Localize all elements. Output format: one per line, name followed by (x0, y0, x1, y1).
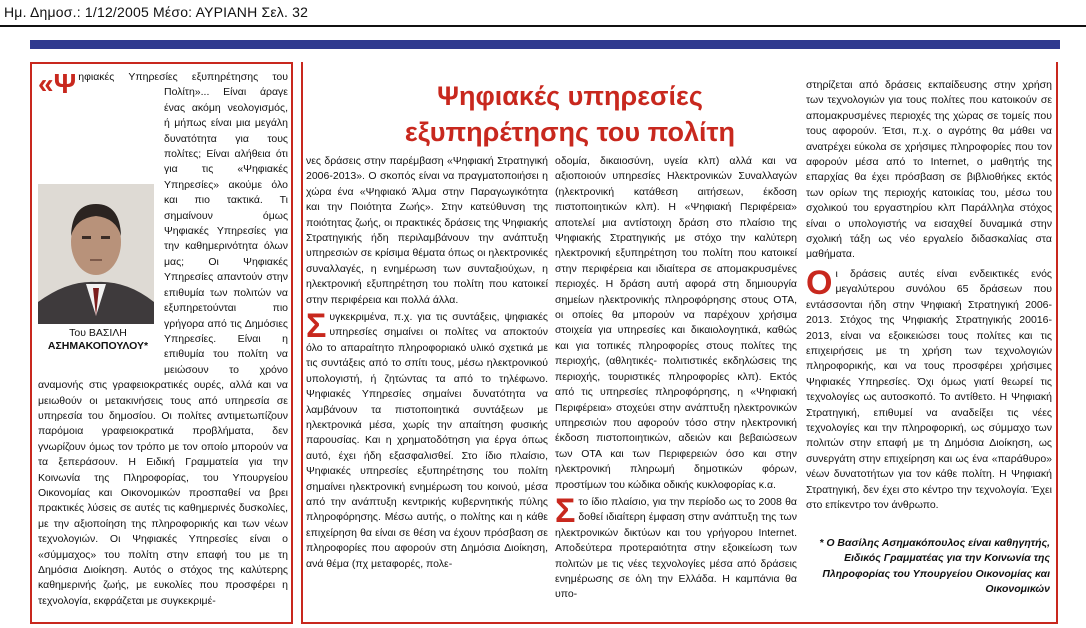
article-column-2 (306, 154, 548, 622)
photo-caption (38, 327, 158, 353)
headline-line-1: Ψηφιακές υπηρεσίες (437, 81, 703, 111)
column-4-drop-cap: Ο (806, 263, 833, 302)
article-headline (360, 78, 780, 150)
column-4-text: ι δράσεις αυτές είναι ενδεικτικές ενός μεγαλύτερου συνόλου 65 δράσεων που εντάσσονται ήδη στην Ψηφιακή Στρατηγική 2006-2013. Στόχος της Ψηφιακής Στρατηγικής 20016-2013, είναι να εξοικειώσει τους πολίτες και τις επιχειρήσεις με τη χρήση των τεχνολογιών πληροφορικής, και να τους προσφέρει χρήσιμες Ψηφιακές Υπηρεσίες. Όχι όμως γιατί θεωρεί τις τεχνολογίες ως αυτοσκοπό. Το αντίθετο. Η Ψηφιακή Στρατηγική, επιθυμεί να αναδείξει τις νέες τεχνολογίες και την πληροφορική, ως σύμμαχο των πολιτών στην επαφή με τη Δημόσια Διοίκηση, ως συνεργάτη στην επιχείρηση και ως ένα «παράθυρο» νέων δυνατοτήτων για τον κάθε πολίτη. Η Ψηφιακή Στρατηγική, δεν έχει στο κέντρο την τεχνολογία. Έχει στο επίκεντρο τον άνθρωπο. (806, 267, 1052, 511)
column-2-text-intro: νες δράσεις στην παρέμβαση «Ψηφιακή Στρατηγική 2006-2013». Ο σκοπός είναι να πραγματοποιήσει η χώρα ένα «Ψηφιακό Άλμα στην Παραγωγικότητα και την Ποιότητα Ζωής». Στην κατεύθυνση της ποιότητας ζωής, οι πρακτικές δράσεις της Ψηφιακής Στρατηγικής ήδη περιλαμβάνουν την ανάπτυξη υπηρεσιών σε κρίσιμα θέματα όπως οι ηλεκτρονικές συναλλαγές, η ενημέρωση των συνταξιούχων, η ηλεκτρονική εξυπηρέτηση του πολίτη που κατοικεί στην περιφέρεια και πολλά άλλα. (306, 155, 548, 306)
article-column-1 (38, 70, 288, 622)
column-2-text: υγκεκριμένα, π.χ. για τις συντάξεις, ψηφιακές υπηρεσίες σημαίνει οι πολίτες να αποκτούν όλο το απαραίτητο πληροφοριακό υλικό σχετικά με τις συντάξεις από το σπίτι τους, μέσω ηλεκτρονικού υπολογιστή, ή ζητώντας τα από το τηλέφωνο. Ψηφιακές Υπηρεσίες σημαίνει δυνατότητα να λαμβάνουν τα πιστοποιητικά συντάξεων με ηλεκτρονικά μέσα, χωρίς την απαίτηση φυσικής παρουσίας. Και η χρηματοδότηση για έργα όπως αυτό, έχει ήδη εξασφαλισθεί. Στο ίδιο πλαίσιο, Ψηφιακές υπηρεσίες εξυπηρέτησης του πολίτη σημαίνει ηλεκτρονική ενημέρωση του κοινού, μέσα από την ανάπτυξη κεντρικής κυβερνητικής πύλης πληροφόρησης. Μέσω αυτής, ο πολίτης και η κάθε επιχείρηση θα είναι σε θέση να έχουν πρόσβαση σε πληροφορίες που αφορούν στη Δημόσια Διοίκηση, ανά θέμα (πχ μεταφορές, πολε- (306, 311, 548, 570)
clipping-source-line: Ημ. Δημοσ.: 1/12/2005 Μέσο: ΑΥΡΙΑΝΗ Σελ. 32 (4, 4, 309, 20)
author-photo (38, 184, 154, 324)
caption-byline: Του ΒΑΣΙΛΗ (69, 327, 127, 339)
column-3-paragraph (555, 491, 797, 603)
headline-line-2: εξυπηρέτησης του πολίτη (404, 117, 736, 147)
column-3-drop-cap: Σ (555, 491, 576, 530)
top-color-band (30, 40, 1060, 49)
newspaper-clipping (30, 40, 1060, 624)
author-photo-block (38, 184, 158, 374)
column-3-text-intro: οδομία, δικαιοσύνη, υγεία κλπ) αλλά και να αξιοποιούν υπηρεσίες Ηλεκτρονικών Συναλλαγών (ηλεκτρονική κατάθεση αιτήσεων, έκδοση πιστοποιητικών κλπ). Η «Ψηφιακή Περιφέρεια» αποτελεί μια αντίστοιχη δράση στο πλαίσιο της Ψηφιακής Στρατηγικής με στόχο την καλύτερη ηλεκτρονική εξυπηρέτηση του πολίτη που κατοικεί στην περιφέρεια και ιδιαίτερα σε απομακρυσμένες περιοχές. Η δράση αυτή αφορά στη δημιουργία σημείων ηλεκτρονικής πληροφόρησης στους ΟΤΑ, οι οποίες θα μπορούν να παρέχουν χρήσιμα στοιχεία για υπηρεσίες και δικαιολογητικά, καθώς και για τοπικές πληροφορίες στους πολίτες της περιοχής, (αθλητικές- πολιτιστικές εκδηλώσεις της περιοχής, τουριστικές πληροφορίες κλπ). Εκτός από τις υπηρεσίες πληροφόρησης, η «Ψηφιακή Περιφέρεια» στοχεύει στην ανάπτυξη ηλεκτρονικών υπηρεσιών που αφορούν τόσο στην ηλεκτρονική έκδοση πιστοποιητικών, αδειών και βεβαιώσεων των ΟΤΑ και των Περιφερειών όσο και στην ηλεκτρονική πληρωμή δημοτικών φόρων, προστίμων του κώδικα οδικής κυκλοφορίας κ.α. (555, 155, 797, 491)
header-divider (0, 25, 1086, 27)
column-4-paragraph (806, 263, 1052, 514)
column-2-paragraph (306, 307, 548, 572)
column-2-drop-cap: Σ (306, 307, 327, 346)
article-column-4 (806, 78, 1052, 534)
column-1-text: ηφιακές Υπηρεσίες εξυπηρέτησης του Πολίτη»... Είναι άραγε ένας ακόμη νεολογισμός, ή μήπως είναι μια μεγάλη δυνατότητα για τους πολίτες; Είναι αλήθεια ότι για τις «Ψηφιακές Υπηρεσίες» ακούμε όλο και πιο τακτικά. Τι σημαίνουν όμως Ψηφιακές Υπηρεσίες για την καθημερινότητα όλων μας; Οι Ψηφιακές Υπηρεσίες απαντούν στην επιθυμία των πολιτών να εξυπηρετούνται πιο γρήγορα από τις Δημόσιες Υπηρεσίες. Είναι η επιθυμία του πολίτη να μειώσουν το χρόνο αναμονής στις γραφειοκρατικές ουρές, αλλά και να μειωθούν οι μετακινήσεις τους από υπηρεσία σε υπηρεσία του δημοσίου. Οι πολίτες αντιμετωπίζουν παρόμοια γραφειοκρατικά προβλήματα, δεν γνωρίζουν όμως τον τρόπο με τον οποίο μπορούν να τα ξεπεράσουν. Η Ειδική Γραμματεία για την Κοινωνία της Πληροφορίας, του Υπουργείου Οικονομίας και Οικονομικών προσπαθεί να βρει πρακτικές λύσεις σε αυτές τις καθημερινές δυσκολίες, με την αξιοποίηση της πληροφορικής και των νέων τεχνολογιών. Οι Ψηφιακές Υπηρεσίες είναι ο «σύμμαχος» του πολίτη στην επαφή του με τη Δημόσια Διοίκηση. Αυτός ο στόχος της καλύτερης καθημερινής ζωής, με ευκολίες που προσφέρει η τεχνολογία, εκφράζεται με συγκεκριμέ- (38, 71, 288, 607)
opening-quote-initial: «Ψ (38, 70, 77, 99)
column-3-text: το ίδιο πλαίσιο, για την περίοδο ως το 2008 θα δοθεί ιδιαίτερη έμφαση στην ανάπτυξη της των ηλεκτρονικών δικτύων και του γρήγορου Internet. Αποδεύτερα προτεραιότητα στην εξοικείωση των πολιτών με τις νέες τεχνολογίες μέσα από δράσεις ενημέρωσης σε όλη την Ελλάδα. Η καμπάνια θα υπο- (555, 495, 797, 601)
column-4-text-intro: στηρίζεται από δράσεις εκπαίδευσης στην χρήση των τεχνολογιών για τους πολίτες που κατοικούν σε απομακρυσμένες περιοχές της χώρας σε τομείς που τους αφορούν. Έτσι, π.χ. ο αγρότης θα μάθει να ανατρέχει εύκολα σε χρήσιμες πληροφορίες που τον αφορούν μέσα από το Internet, ο μαθητής της επαρχίας θα έχει πρόσβαση σε βιβλιοθήκες εκτός των ορίων της περιοχής κατοικίας του, μέσω του σχολικού του εργαστηρίου κλπ Παράλληλα στόχος είναι ο υπολογιστής να εισαχθεί δυναμικά στην σχολική τάξη ως νέο εργαλείο διδασκαλίας στα μαθήματα. (806, 79, 1052, 261)
caption-author-name: ΑΣΗΜΑΚΟΠΟΥΛΟΥ* (47, 340, 149, 352)
article-column-3 (555, 154, 797, 622)
author-bio-note: * Ο Βασίλης Ασημακόπουλος είναι καθηγητής, Ειδικός Γραμματέας για την Κοινωνία της Πληροφορίας του Υπουργείου Οικονομίας και Οικονομικών (819, 537, 1050, 596)
portrait-illustration (38, 184, 154, 324)
